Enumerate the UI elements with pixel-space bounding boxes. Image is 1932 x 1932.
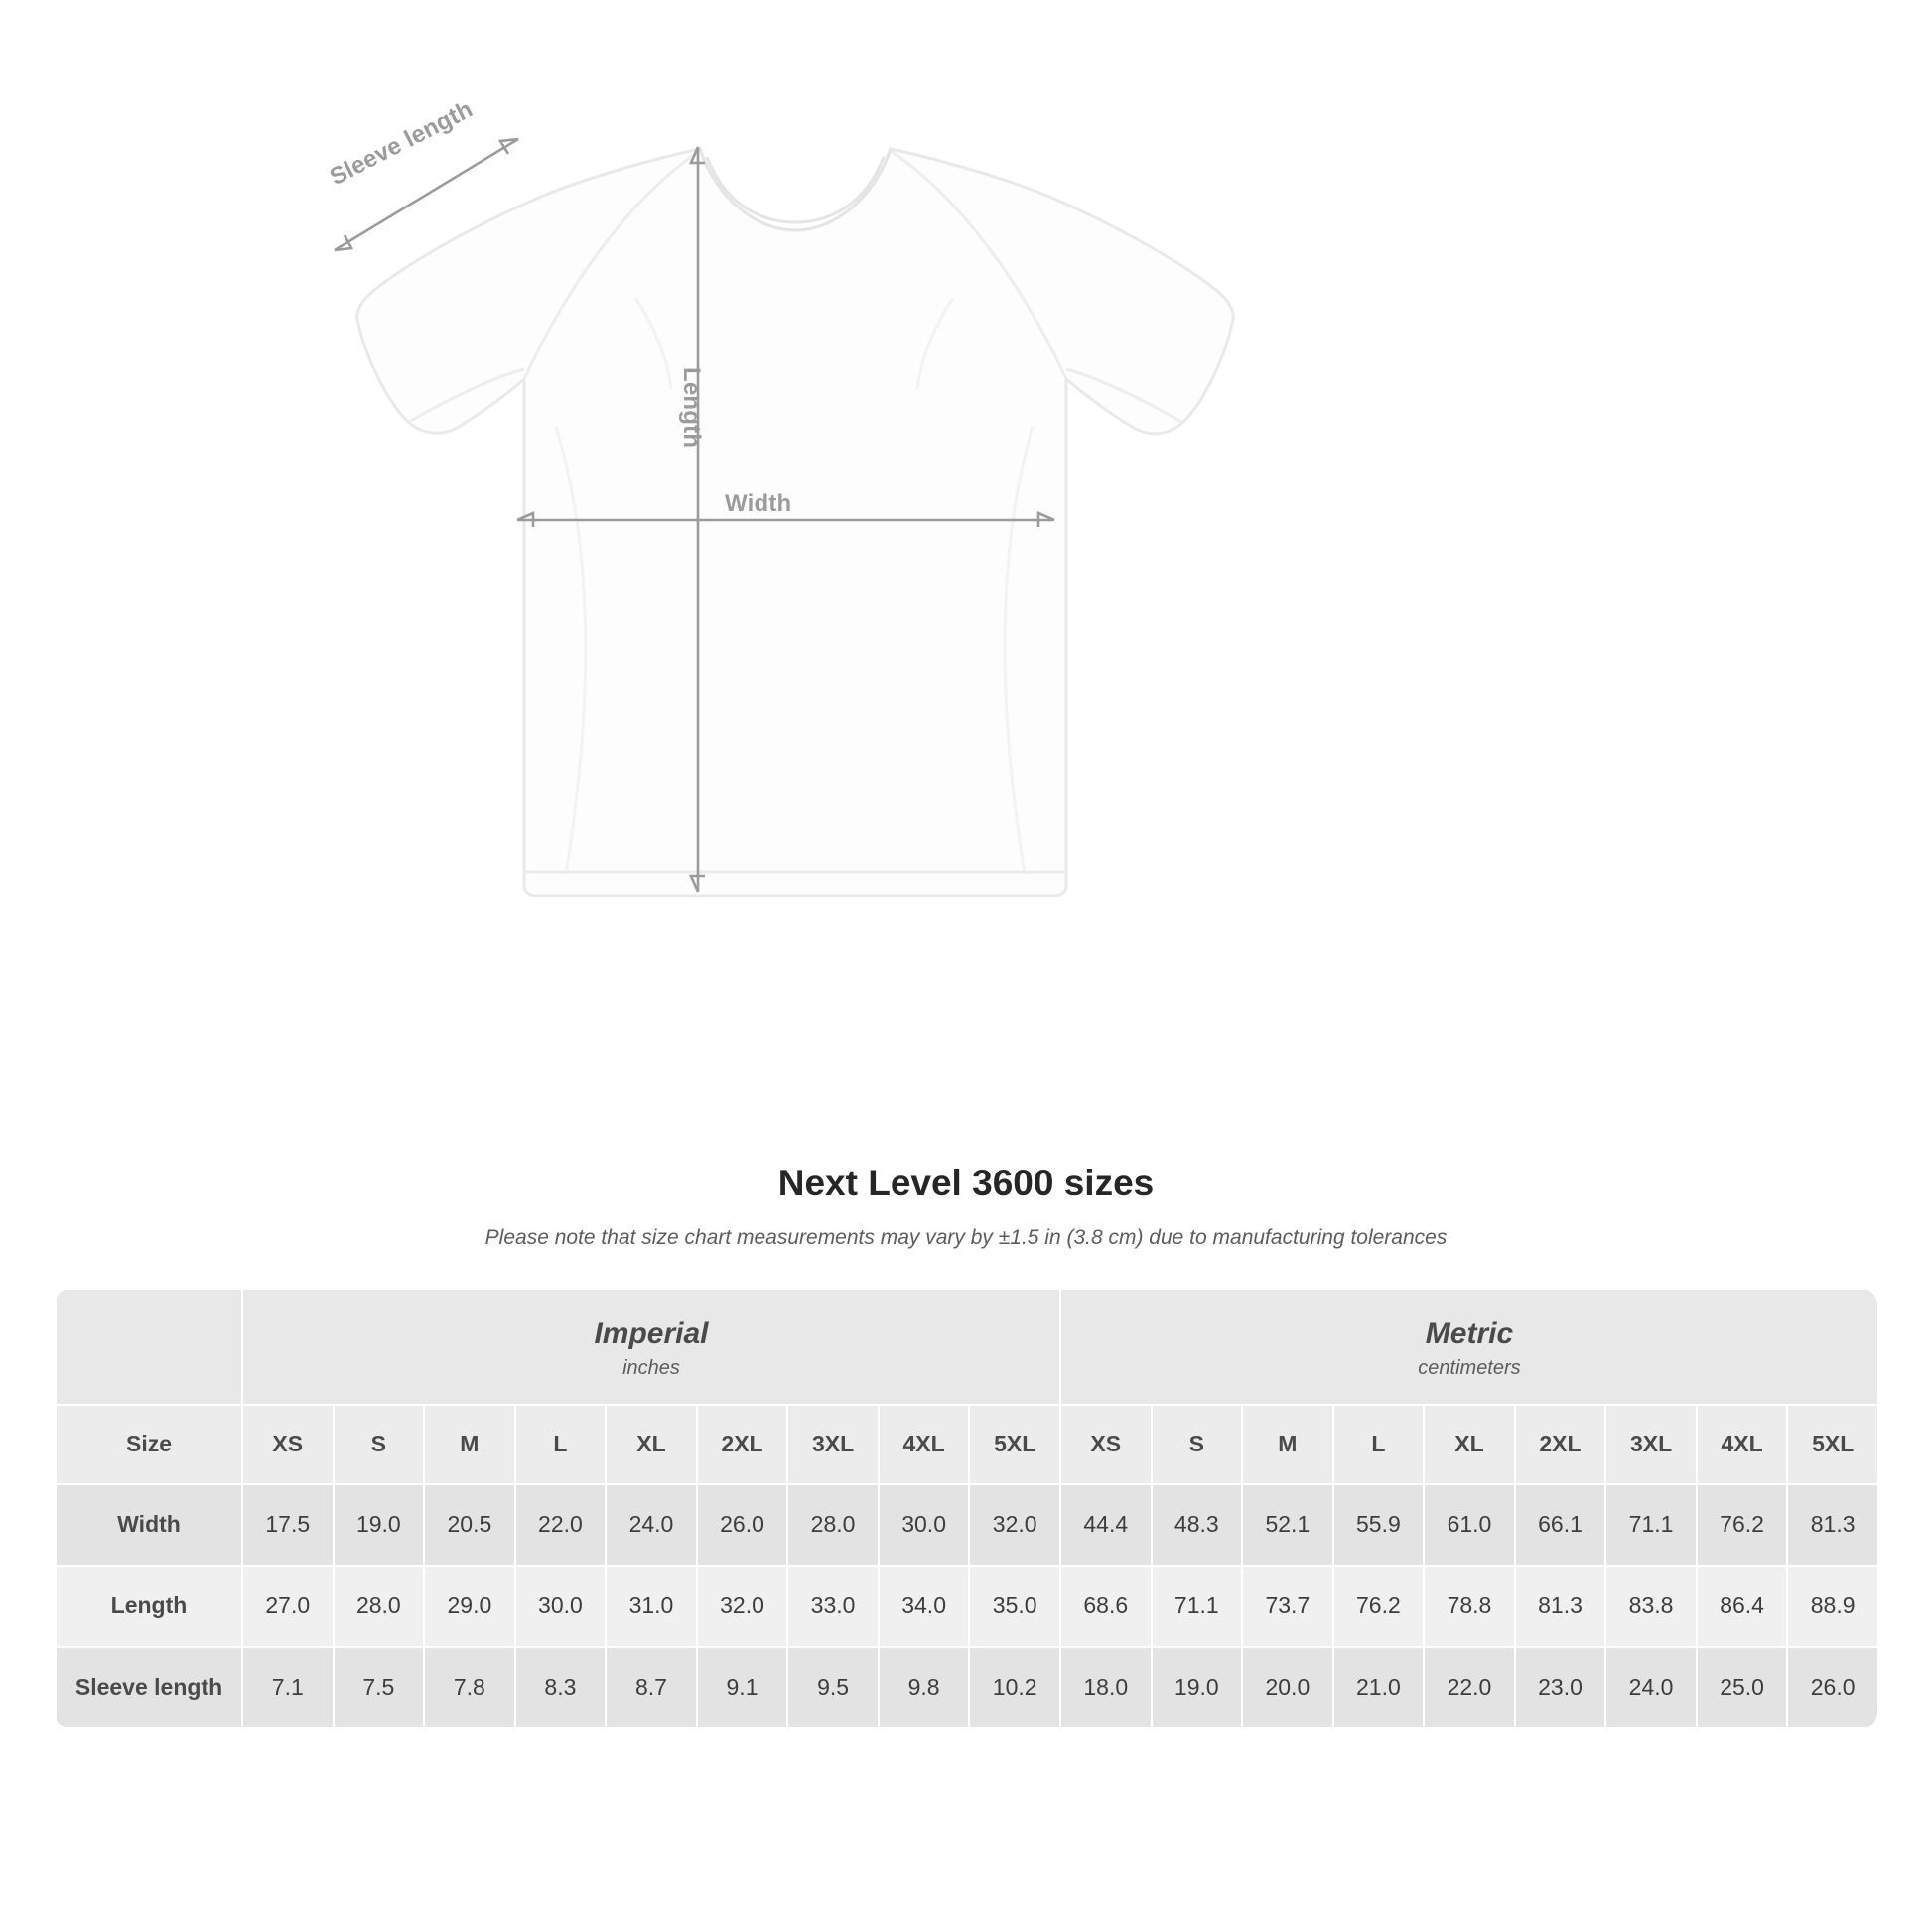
cell-length-metric-2xl: 81.3 <box>1515 1566 1606 1647</box>
cell-width-imperial-3xl: 28.0 <box>787 1484 879 1566</box>
unit-header-imperial <box>242 1289 1060 1405</box>
cell-length-metric-s: 71.1 <box>1152 1566 1243 1647</box>
unit-header-row <box>56 1289 1877 1405</box>
cell-length-imperial-xl: 31.0 <box>606 1566 697 1647</box>
cell-length-metric-5xl: 88.9 <box>1787 1566 1877 1647</box>
cell-length-imperial-s: 28.0 <box>334 1566 425 1647</box>
width-dimension-label: Width <box>725 490 792 517</box>
cell-width-imperial-2xl: 26.0 <box>697 1484 788 1566</box>
cell-length-imperial-l: 30.0 <box>515 1566 607 1647</box>
cell-width-metric-2xl: 66.1 <box>1515 1484 1606 1566</box>
cell-sleeve-metric-m: 20.0 <box>1242 1647 1333 1728</box>
column-header-metric-xs: XS <box>1060 1405 1152 1484</box>
column-header-metric-xl: XL <box>1424 1405 1515 1484</box>
cell-width-metric-m: 52.1 <box>1242 1484 1333 1566</box>
column-header-metric-2xl: 2XL <box>1515 1405 1606 1484</box>
cell-length-imperial-m: 29.0 <box>424 1566 515 1647</box>
length-dimension-label: Length <box>678 367 705 449</box>
cell-width-metric-l: 55.9 <box>1333 1484 1425 1566</box>
metric-sub: centimeters <box>1418 1356 1521 1379</box>
cell-width-imperial-xs: 17.5 <box>242 1484 334 1566</box>
cell-sleeve-imperial-xs: 7.1 <box>242 1647 334 1728</box>
cell-width-imperial-4xl: 30.0 <box>879 1484 970 1566</box>
row-label-sleeve-length: Sleeve length <box>56 1647 242 1728</box>
cell-sleeve-metric-l: 21.0 <box>1333 1647 1425 1728</box>
cell-sleeve-imperial-3xl: 9.5 <box>787 1647 879 1728</box>
table-row <box>56 1566 1877 1647</box>
cell-width-imperial-l: 22.0 <box>515 1484 607 1566</box>
row-label-length: Length <box>56 1566 242 1647</box>
cell-sleeve-imperial-m: 7.8 <box>424 1647 515 1728</box>
cell-sleeve-metric-5xl: 26.0 <box>1787 1647 1877 1728</box>
cell-length-metric-4xl: 86.4 <box>1697 1566 1788 1647</box>
column-header-metric-5xl: 5XL <box>1787 1405 1877 1484</box>
cell-length-imperial-3xl: 33.0 <box>787 1566 879 1647</box>
cell-sleeve-metric-s: 19.0 <box>1152 1647 1243 1728</box>
column-header-imperial-xs: XS <box>242 1405 334 1484</box>
size-table-wrapper <box>55 1288 1877 1729</box>
row-label-width: Width <box>56 1484 242 1566</box>
cell-sleeve-imperial-2xl: 9.1 <box>697 1647 788 1728</box>
cell-width-metric-xl: 61.0 <box>1424 1484 1515 1566</box>
cell-sleeve-imperial-xl: 8.7 <box>606 1647 697 1728</box>
column-header-imperial-2xl: 2XL <box>697 1405 788 1484</box>
column-header-metric-4xl: 4XL <box>1697 1405 1788 1484</box>
column-header-imperial-4xl: 4XL <box>879 1405 970 1484</box>
size-header-row <box>56 1405 1877 1484</box>
column-header-metric-s: S <box>1152 1405 1243 1484</box>
cell-sleeve-imperial-s: 7.5 <box>334 1647 425 1728</box>
size-table <box>55 1288 1877 1729</box>
column-header-imperial-3xl: 3XL <box>787 1405 879 1484</box>
unit-header-spacer <box>56 1289 242 1405</box>
column-header-imperial-l: L <box>515 1405 607 1484</box>
cell-length-metric-xs: 68.6 <box>1060 1566 1152 1647</box>
column-header-metric-l: L <box>1333 1405 1425 1484</box>
cell-length-imperial-xs: 27.0 <box>242 1566 334 1647</box>
cell-length-imperial-5xl: 35.0 <box>969 1566 1060 1647</box>
cell-sleeve-metric-2xl: 23.0 <box>1515 1647 1606 1728</box>
cell-length-metric-3xl: 83.8 <box>1605 1566 1697 1647</box>
column-header-metric-3xl: 3XL <box>1605 1405 1697 1484</box>
table-row <box>56 1484 1877 1566</box>
cell-length-metric-xl: 78.8 <box>1424 1566 1515 1647</box>
tolerance-note: Please note that size chart measurements may vary by ±1.5 in (3.8 cm) due to manufacturing tolerances <box>484 1226 1448 1249</box>
column-header-imperial-s: S <box>334 1405 425 1484</box>
cell-width-imperial-m: 20.5 <box>424 1484 515 1566</box>
column-header-imperial-m: M <box>424 1405 515 1484</box>
cell-width-metric-3xl: 71.1 <box>1605 1484 1697 1566</box>
cell-length-imperial-4xl: 34.0 <box>879 1566 970 1647</box>
cell-width-imperial-xl: 24.0 <box>606 1484 697 1566</box>
metric-name: Metric <box>1425 1317 1514 1350</box>
imperial-sub: inches <box>622 1356 680 1379</box>
imperial-name: Imperial <box>594 1317 709 1350</box>
cell-width-metric-s: 48.3 <box>1152 1484 1243 1566</box>
sleeve-length-dimension-label: Sleeve length <box>326 95 478 192</box>
cell-width-imperial-5xl: 32.0 <box>969 1484 1060 1566</box>
cell-width-metric-5xl: 81.3 <box>1787 1484 1877 1566</box>
cell-sleeve-metric-xs: 18.0 <box>1060 1647 1152 1728</box>
cell-length-metric-l: 76.2 <box>1333 1566 1425 1647</box>
column-header-imperial-5xl: 5XL <box>969 1405 1060 1484</box>
cell-width-metric-4xl: 76.2 <box>1697 1484 1788 1566</box>
cell-sleeve-imperial-l: 8.3 <box>515 1647 607 1728</box>
cell-length-metric-m: 73.7 <box>1242 1566 1333 1647</box>
column-header-size: Size <box>56 1405 242 1484</box>
cell-width-metric-xs: 44.4 <box>1060 1484 1152 1566</box>
cell-width-imperial-s: 19.0 <box>334 1484 425 1566</box>
cell-sleeve-metric-4xl: 25.0 <box>1697 1647 1788 1728</box>
cell-sleeve-imperial-4xl: 9.8 <box>879 1647 970 1728</box>
chart-title: Next Level 3600 sizes <box>777 1163 1155 1203</box>
cell-sleeve-metric-3xl: 24.0 <box>1605 1647 1697 1728</box>
column-header-imperial-xl: XL <box>606 1405 697 1484</box>
column-header-metric-m: M <box>1242 1405 1333 1484</box>
table-row <box>56 1647 1877 1728</box>
cell-sleeve-metric-xl: 22.0 <box>1424 1647 1515 1728</box>
cell-length-imperial-2xl: 32.0 <box>697 1566 788 1647</box>
unit-header-metric <box>1060 1289 1877 1405</box>
cell-sleeve-imperial-5xl: 10.2 <box>969 1647 1060 1728</box>
